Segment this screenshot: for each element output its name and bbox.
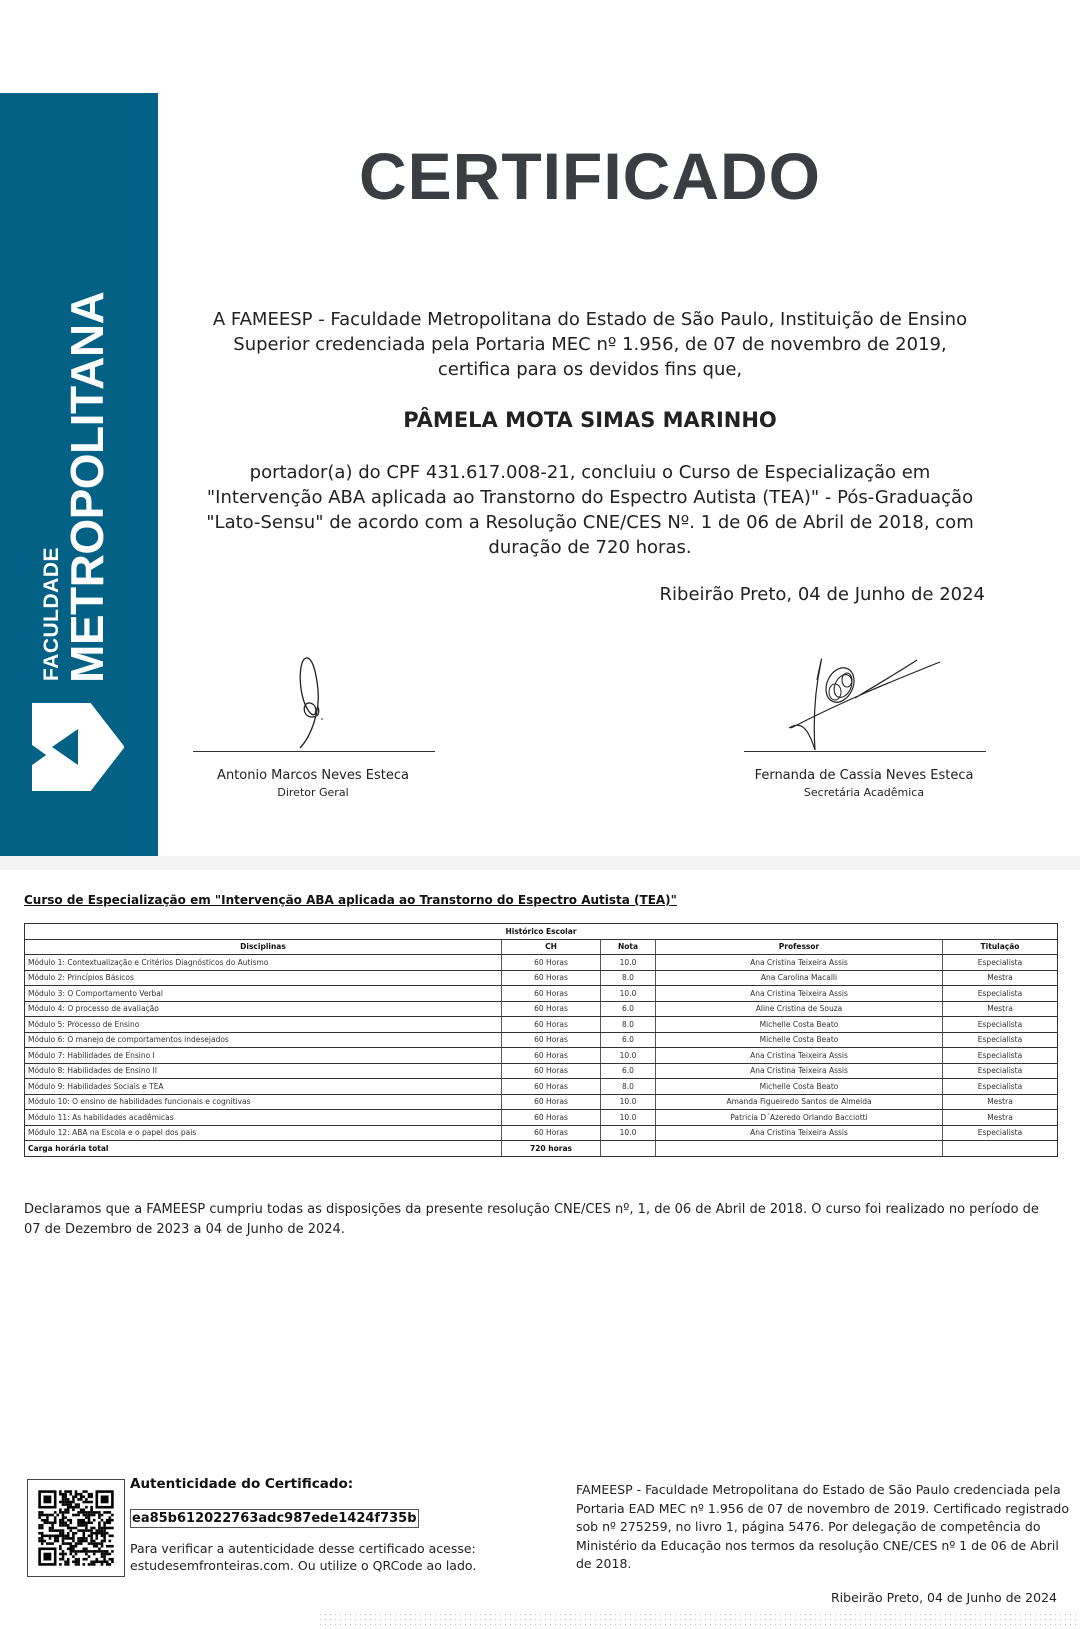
- cell-titulacao: Mestra: [943, 1001, 1058, 1017]
- header-titulacao: Titulação: [943, 939, 1058, 955]
- cell-titulacao: Especialista: [943, 986, 1058, 1002]
- cell-titulacao: Mestra: [943, 1110, 1058, 1126]
- table-row: [25, 1017, 1058, 1033]
- signer-role-director: Diretor Geral: [277, 786, 349, 799]
- page-divider: [0, 856, 1080, 870]
- table-header-row: [25, 939, 1058, 955]
- total-empty-nota: [601, 1141, 656, 1157]
- table-title-row: [25, 924, 1058, 940]
- cell-disciplina: Módulo 10: O ensino de habilidades funcionais e cognitivas: [25, 1094, 502, 1110]
- total-row: [25, 1141, 1058, 1157]
- cell-ch: 60 Horas: [502, 1048, 601, 1064]
- qr-code-icon: [28, 1480, 124, 1576]
- cell-ch: 60 Horas: [502, 1017, 601, 1033]
- authenticity-title: Autenticidade do Certificado:: [130, 1476, 354, 1492]
- cell-disciplina: Módulo 11: As habilidades acadêmicas: [25, 1110, 502, 1126]
- cell-professor: Ana Cristina Teixeira Assis: [656, 955, 943, 971]
- brand-wordmark: [40, 291, 120, 683]
- cell-ch: 60 Horas: [502, 955, 601, 971]
- signer-name-director: Antonio Marcos Neves Esteca: [217, 768, 409, 783]
- cell-professor: Ana Cristina Teixeira Assis: [656, 1125, 943, 1141]
- signature-line-director: [193, 751, 435, 752]
- total-label: Carga horária total: [25, 1141, 502, 1157]
- table-row: [25, 1125, 1058, 1141]
- cell-titulacao: Especialista: [943, 955, 1058, 971]
- table-row: [25, 1063, 1058, 1079]
- cell-professor: Ana Carolina Macalli: [656, 970, 943, 986]
- cell-ch: 60 Horas: [502, 1079, 601, 1095]
- cell-disciplina: Módulo 3: O Comportamento Verbal: [25, 986, 502, 1002]
- cell-ch: 60 Horas: [502, 1032, 601, 1048]
- cell-professor: Michelle Costa Beato: [656, 1017, 943, 1033]
- table-row: [25, 1032, 1058, 1048]
- cell-ch: 60 Horas: [502, 1094, 601, 1110]
- cell-nota: 8.0: [601, 1017, 656, 1033]
- total-value: 720 horas: [502, 1141, 601, 1157]
- cell-ch: 60 Horas: [502, 1125, 601, 1141]
- cell-disciplina: Módulo 9: Habilidades Sociais e TEA: [25, 1079, 502, 1095]
- certificate-title: CERTIFICADO: [359, 139, 821, 213]
- table-row: [25, 986, 1058, 1002]
- signer-name-secretary: Fernanda de Cassia Neves Esteca: [754, 768, 974, 783]
- header-ch: CH: [502, 939, 601, 955]
- table-title: Histórico Escolar: [25, 924, 1058, 940]
- cell-titulacao: Especialista: [943, 1079, 1058, 1095]
- cell-professor: Ana Cristina Teixeira Assis: [656, 1048, 943, 1064]
- total-empty-titulacao: [943, 1141, 1058, 1157]
- brand-line-faculdade: FACULDADE: [40, 547, 63, 681]
- cell-ch: 60 Horas: [502, 1063, 601, 1079]
- cell-professor: Michelle Costa Beato: [656, 1079, 943, 1095]
- place-date: Ribeirão Preto, 04 de Junho de 2024: [659, 584, 985, 605]
- cell-disciplina: Módulo 6: O manejo de comportamentos indesejados: [25, 1032, 502, 1048]
- transcript-body: [25, 955, 1058, 1141]
- footer-registration-text: FAMEESP - Faculdade Metropolitana do Estado de São Paulo credenciada pela Portaria EAD MEC nº 1.956 de 07 de novembro de 2019. Certificado registrado sob nº 275259, no livro 1, página 5476. Por delegação de competência do Ministério da Educação nos termos da resolução CNE/CES nº 1 de 06 de Abril de 2018.: [576, 1482, 1069, 1571]
- certificate-intro: A FAMEESP - Faculdade Metropolitana do Estado de São Paulo, Instituição de Ensino Superior credenciada pela Portaria MEC nº 1.956, de 07 de novembro de 2019, certifica para os devidos fins que,: [212, 309, 968, 380]
- certificate-body: portador(a) do CPF 431.617.008-21, concluiu o Curso de Especialização em "Intervenção ABA aplicada ao Transtorno do Espectro Autista (TEA)" - Pós-Graduação "Lato-Sensu" de acordo com a Resolução CNE/CES Nº. 1 de 06 de Abril de 2018, com duração de 720 horas.: [206, 462, 974, 558]
- declaration-text: Declaramos que a FAMEESP cumpriu todas as disposições da presente resolução CNE/CES nº, 1, de 06 de Abril de 2018. O curso foi realizado no período de 07 de Dezembro de 2023 a 04 de Junho de 2024.: [24, 1202, 1039, 1237]
- cell-nota: 6.0: [601, 1063, 656, 1079]
- cell-professor: Aline Cristina de Souza: [656, 1001, 943, 1017]
- table-row: [25, 955, 1058, 971]
- signature-secretary-icon: [785, 650, 945, 752]
- cell-nota: 10.0: [601, 986, 656, 1002]
- cell-disciplina: Módulo 2: Princípios Básicos: [25, 970, 502, 986]
- cell-titulacao: Mestra: [943, 970, 1058, 986]
- cell-disciplina: Módulo 5: Processo de Ensino: [25, 1017, 502, 1033]
- cell-nota: 6.0: [601, 1001, 656, 1017]
- cell-titulacao: Mestra: [943, 1094, 1058, 1110]
- cell-professor: Michelle Costa Beato: [656, 1032, 943, 1048]
- cell-titulacao: Especialista: [943, 1125, 1058, 1141]
- course-title: Curso de Especialização em "Intervenção ABA aplicada ao Transtorno do Espectro Autista (TEA)": [24, 893, 677, 907]
- table-row: [25, 1048, 1058, 1064]
- cell-nota: 10.0: [601, 1048, 656, 1064]
- metropolitana-logo-icon: [32, 703, 124, 791]
- header-nota: Nota: [601, 939, 656, 955]
- cell-nota: 10.0: [601, 1125, 656, 1141]
- cell-professor: Amanda Figueiredo Santos de Almeida: [656, 1094, 943, 1110]
- recipient-name: PÂMELA MOTA SIMAS MARINHO: [403, 408, 777, 432]
- cell-nota: 10.0: [601, 1110, 656, 1126]
- signature-line-secretary: [744, 751, 986, 752]
- table-row: [25, 970, 1058, 986]
- cell-ch: 60 Horas: [502, 1110, 601, 1126]
- cell-ch: 60 Horas: [502, 986, 601, 1002]
- cell-professor: Ana Cristina Teixeira Assis: [656, 1063, 943, 1079]
- cell-disciplina: Módulo 12: ABA na Escola e o papel dos pais: [25, 1125, 502, 1141]
- table-row: [25, 1001, 1058, 1017]
- authenticity-code[interactable]: ea85b612022763adc987ede1424f735b: [132, 1511, 417, 1526]
- table-row: [25, 1079, 1058, 1095]
- authenticity-help: Para verificar a autenticidade desse certificado acesse: estudesemfronteiras.com. Ou utilize o QRCode ao lado.: [130, 1541, 477, 1573]
- qr-code[interactable]: [27, 1479, 125, 1577]
- footer-place-date: Ribeirão Preto, 04 de Junho de 2024: [830, 1590, 1057, 1605]
- cell-disciplina: Módulo 7: Habilidades de Ensino I: [25, 1048, 502, 1064]
- table-row: [25, 1094, 1058, 1110]
- cell-titulacao: Especialista: [943, 1048, 1058, 1064]
- signature-director-icon: [290, 655, 340, 750]
- transcript-table: [24, 923, 1058, 1157]
- cell-nota: 8.0: [601, 970, 656, 986]
- cell-titulacao: Especialista: [943, 1032, 1058, 1048]
- cell-nota: 6.0: [601, 1032, 656, 1048]
- cell-nota: 8.0: [601, 1079, 656, 1095]
- table-row: [25, 1110, 1058, 1126]
- cell-professor: Ana Cristina Teixeira Assis: [656, 986, 943, 1002]
- cell-professor: Patricia D´Azeredo Orlando Bacciotti: [656, 1110, 943, 1126]
- cell-titulacao: Especialista: [943, 1063, 1058, 1079]
- brand-line-metropolitana: METROPOLITANA: [61, 291, 113, 683]
- total-empty-professor: [656, 1141, 943, 1157]
- cell-nota: 10.0: [601, 955, 656, 971]
- header-professor: Professor: [656, 939, 943, 955]
- cell-titulacao: Especialista: [943, 1017, 1058, 1033]
- header-disciplinas: Disciplinas: [25, 939, 502, 955]
- cell-disciplina: Módulo 1: Contextualização e Critérios Diagnósticos do Autismo: [25, 955, 502, 971]
- cell-nota: 10.0: [601, 1094, 656, 1110]
- dotted-pattern: [318, 1612, 1080, 1628]
- cell-disciplina: Módulo 4: O processo de avaliação: [25, 1001, 502, 1017]
- signer-role-secretary: Secretária Acadêmica: [803, 786, 925, 799]
- cell-ch: 60 Horas: [502, 1001, 601, 1017]
- cell-ch: 60 Horas: [502, 970, 601, 986]
- cell-disciplina: Módulo 8: Habilidades de Ensino II: [25, 1063, 502, 1079]
